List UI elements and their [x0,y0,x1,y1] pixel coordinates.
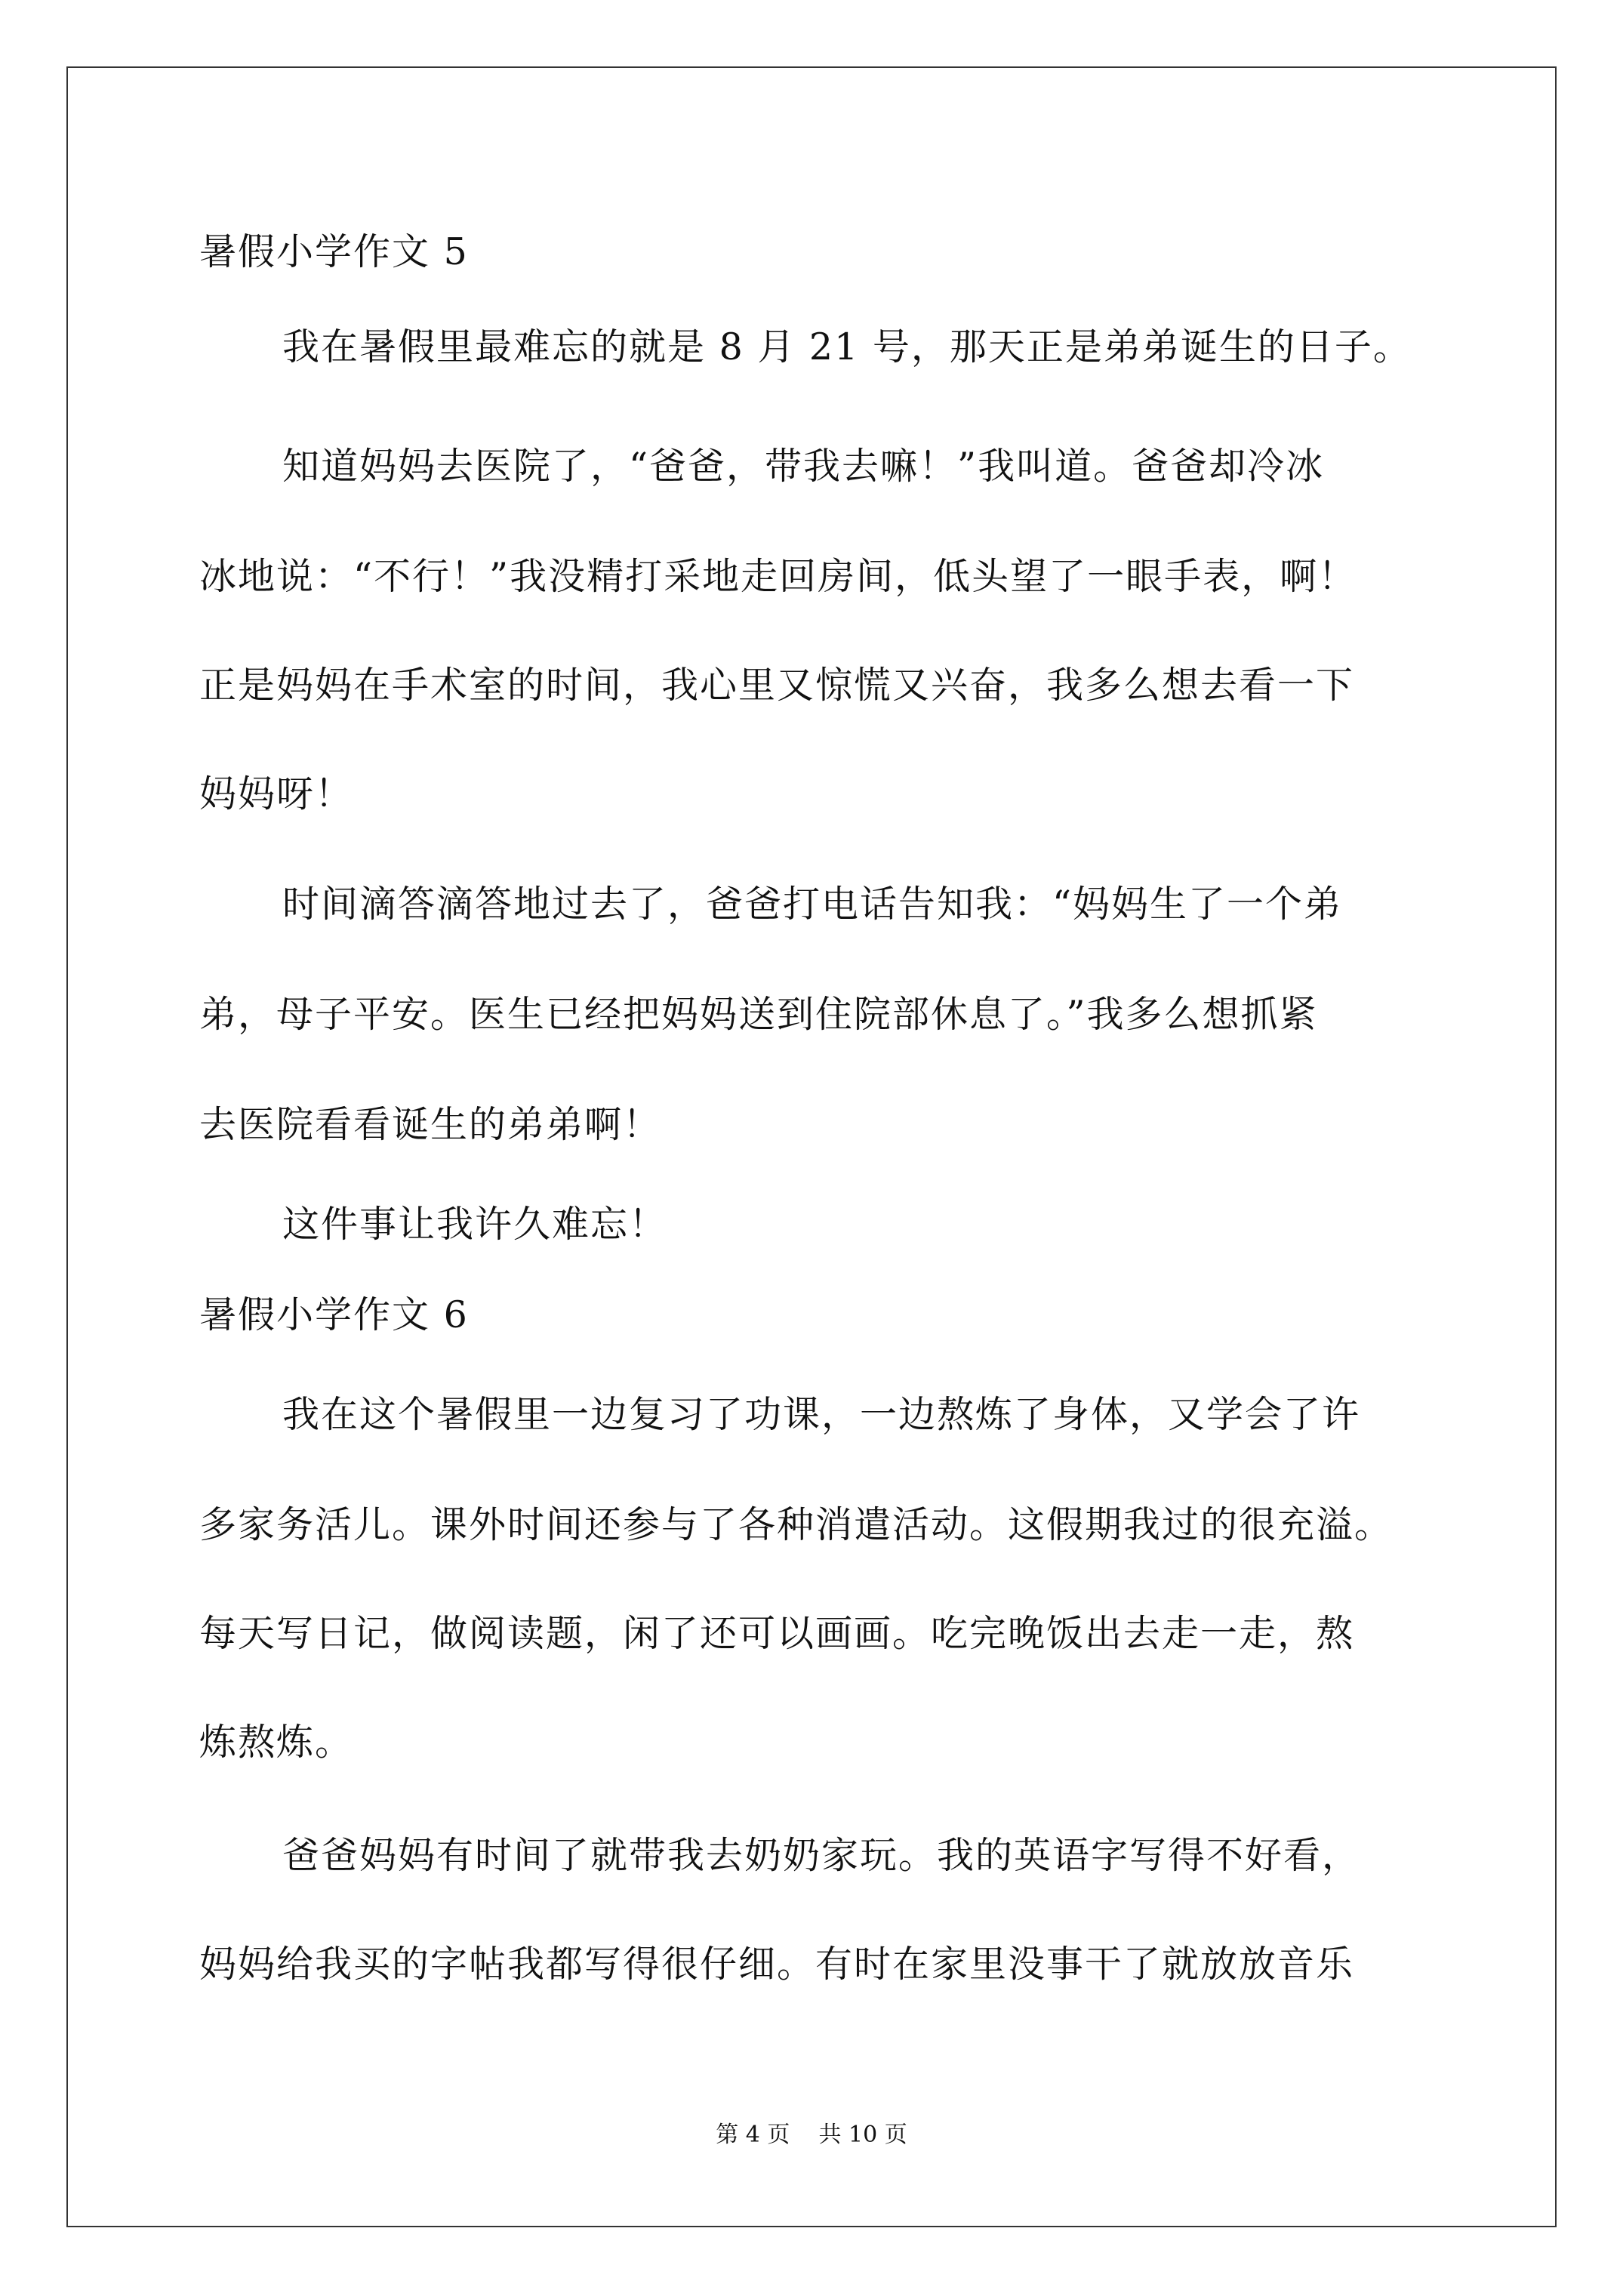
paragraph-line: 妈妈给我买的字帖我都写得很仔细。有时在家里没事干了就放放音乐 [199,1943,1355,1986]
paragraph-line: 时间滴答滴答地过去了，爸爸打电话告知我：“妈妈生了一个弟 [282,883,1343,926]
paragraph-line: 每天写日记，做阅读题，闲了还可以画画。吃完晚饭出去走一走，熬 [199,1612,1355,1655]
paragraph-line: 冰地说：“不行！”我没精打采地走回房间，低头望了一眼手表，啊！ [199,555,1357,598]
section-heading: 暑假小学作文 5 [199,230,469,273]
paragraph-line: 去医院看看诞生的弟弟啊！ [199,1103,662,1146]
paragraph-line: 爸爸妈妈有时间了就带我去奶奶家玩。我的英语字写得不好看， [282,1834,1361,1877]
paragraph-line: 我在这个暑假里一边复习了功课，一边熬炼了身体，又学会了许 [282,1393,1361,1436]
section-heading: 暑假小学作文 6 [199,1293,469,1336]
paragraph-line: 我在暑假里最难忘的就是 8 月 21 号，那天正是弟弟诞生的日子。 [282,325,1412,368]
paragraph-line: 弟，母子平安。医生已经把妈妈送到住院部休息了。”我多么想抓紧 [199,993,1318,1036]
paragraph-line: 炼熬炼。 [199,1721,354,1764]
paragraph-line: 知道妈妈去医院了，“爸爸，带我去嘛！”我叫道。爸爸却冷冰 [282,445,1325,488]
paragraph-line: 妈妈呀！ [199,772,354,815]
page-footer: 第 4 页 共 10 页 [716,2122,907,2148]
paragraph-line: 正是妈妈在手术室的时间，我心里又惊慌又兴奋，我多么想去看一下 [199,664,1355,707]
paragraph-line: 多家务活儿。课外时间还参与了各种消遣活动。这假期我过的很充溢。 [199,1503,1394,1546]
paragraph-line: 这件事让我许久难忘！ [282,1203,668,1246]
